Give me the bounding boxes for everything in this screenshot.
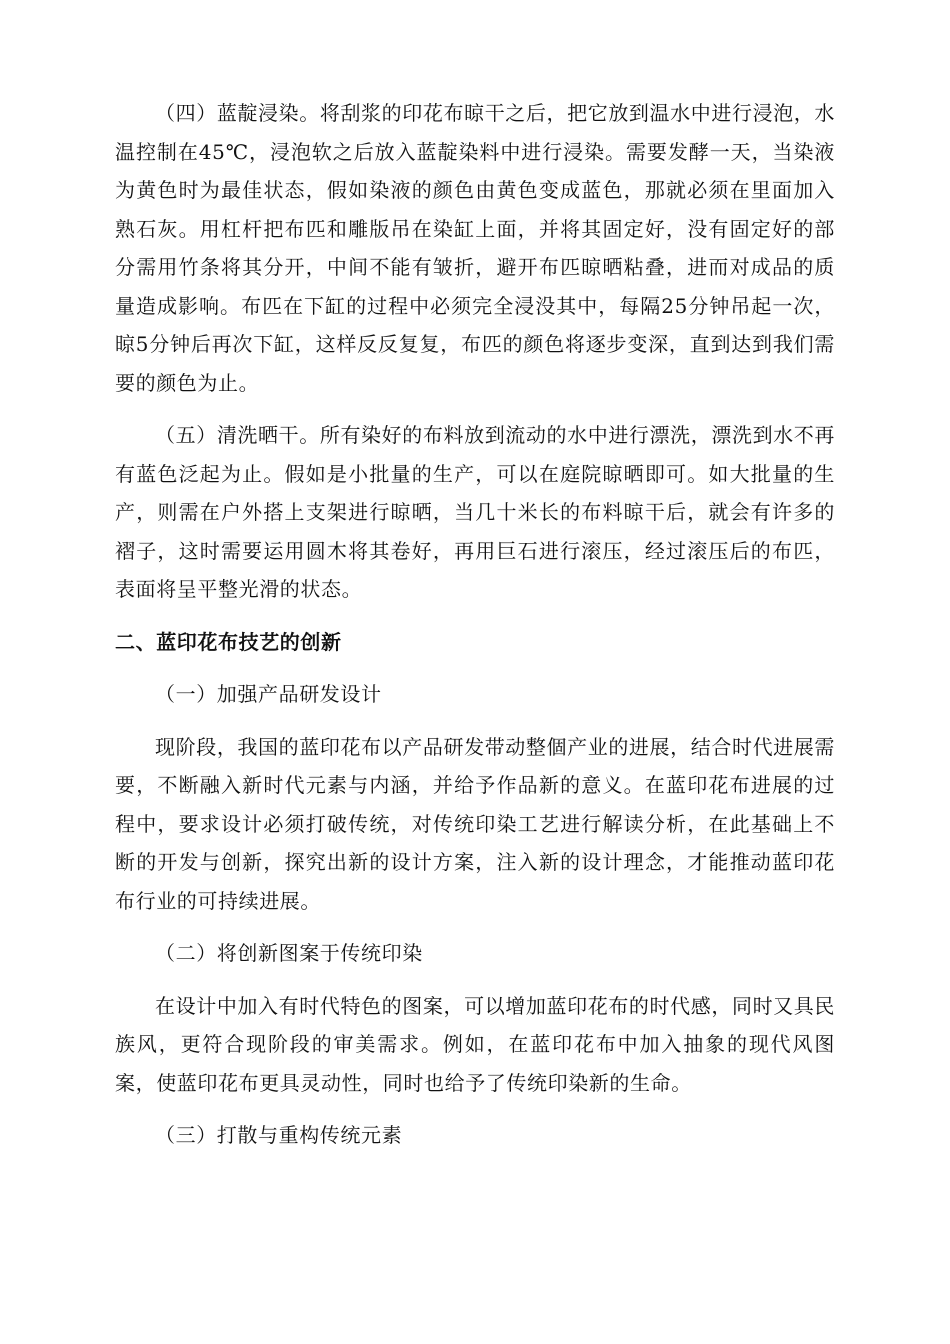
subheading-deconstruct-elements: （三）打散与重构传统元素 xyxy=(155,1123,403,1147)
paragraph-washing-drying: （五）清洗晒干。所有染好的布料放到流动的水中进行漂洗，漂洗到水不再有蓝色泛起为止。假如是小批量的生产，可以在庭院晾晒即可。如大批量的生产，则需在户外搭上支架进行晾晒，当几十米长的布料晾干后，就会有许多的褶子，这时需要运用圆木将其卷好，再用巨石进行滚压，经过滚压后的布匹，表面将呈平整光滑的状态。 xyxy=(115,423,835,601)
paragraph-innovative-patterns: 在设计中加入有时代特色的图案，可以增加蓝印花布的时代感，同时又具民族风，更符合现阶段的审美需求。例如，在蓝印花布中加入抽象的现代风图案，使蓝印花布更具灵动性，同时也给予了传统印染新的生命。 xyxy=(115,993,835,1095)
paragraph-indigo-dyeing: （四）蓝靛浸染。将刮浆的印花布晾干之后，把它放到温水中进行浸泡，水温控制在45℃，浸泡软之后放入蓝靛染料中进行浸染。需要发酵一天，当染液为黄色时为最佳状态，假如染液的颜色由黄色变成蓝色，那就必须在里面加入熟石灰。用杠杆把布匹和雕版吊在染缸上面，并将其固定好，没有固定好的部分需用竹条将其分开，中间不能有皱折，避开布匹晾晒粘叠，进而对成品的质量造成影响。布匹在下缸的过程中必须完全浸没其中，每隔25分钟吊起一次，晾5分钟后再次下缸，这样反反复复，布匹的颜色将逐步变深，直到达到我们需要的颜色为止。 xyxy=(115,101,835,395)
subheading-innovative-patterns: （二）将创新图案于传统印染 xyxy=(155,941,423,965)
section-heading-innovation: 二、蓝印花布技艺的创新 xyxy=(115,629,342,654)
document-page xyxy=(115,94,835,1155)
subheading-product-design: （一）加强产品研发设计 xyxy=(155,682,382,706)
paragraph-product-design: 现阶段，我国的蓝印花布以产品研发带动整個产业的进展，结合时代进展需要，不断融入新时代元素与内涵，并给予作品新的意义。在蓝印花布进展的过程中，要求设计必须打破传统，对传统印染工艺进行解读分析，在此基础上不断的开发与创新，探究出新的设计方案，注入新的设计理念，才能推动蓝印花布行业的可持续进展。 xyxy=(115,734,835,913)
